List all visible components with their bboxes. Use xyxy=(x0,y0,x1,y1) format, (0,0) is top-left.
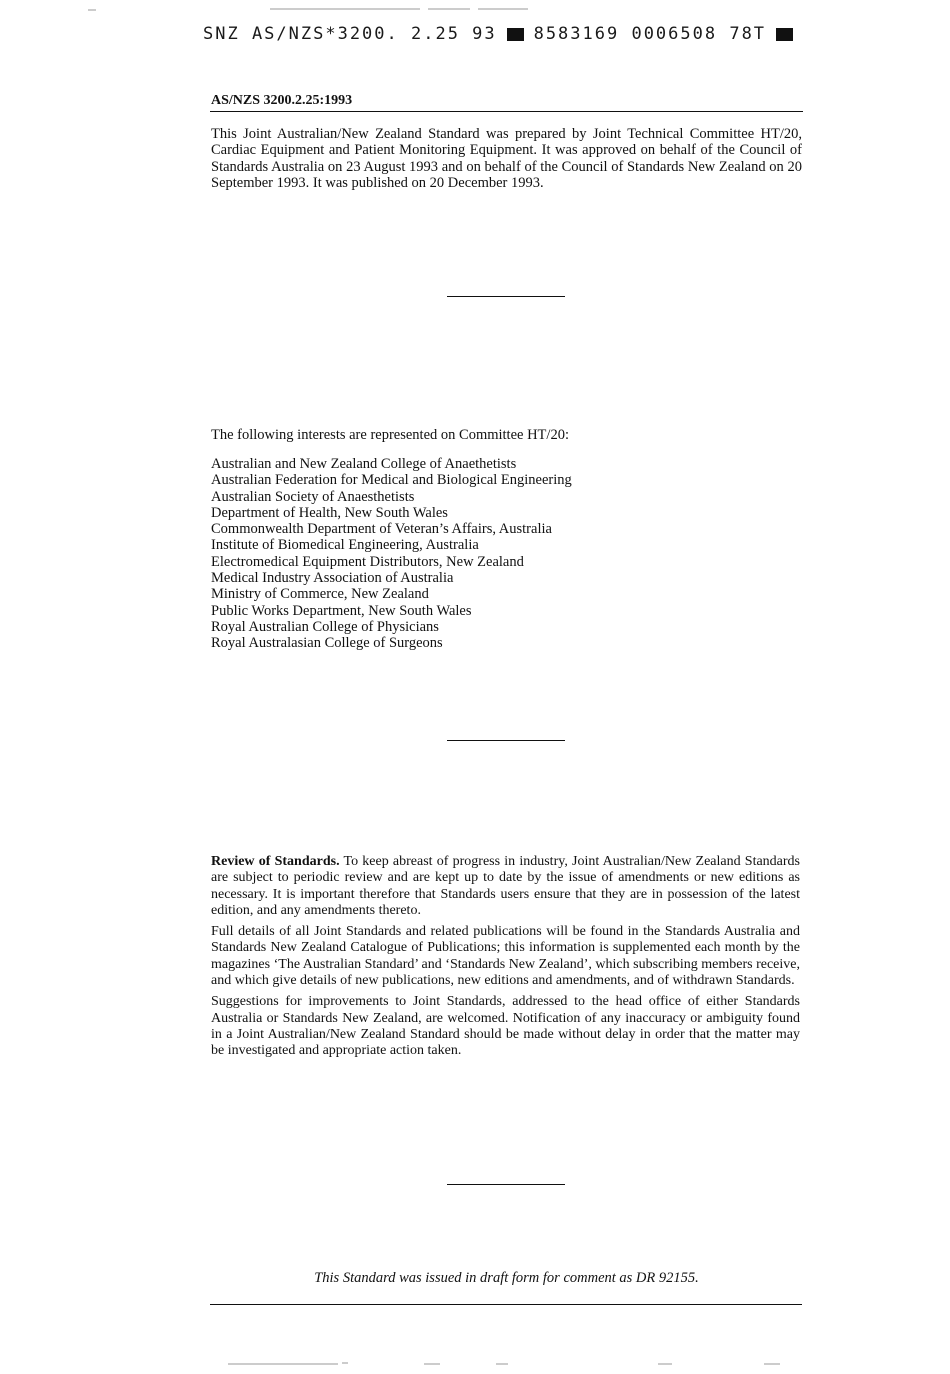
preparation-paragraph: This Joint Australian/New Zealand Standard was prepared by Joint Technical Committee HT/20, Cardiac Equipment and Patient Monitoring Equipment. It was approved on behalf of the Council of Standards Australia on 23 August 1993 and on behalf of the Council of Standards New Zealand on 20 September 1993. It was published on 20 December 1993. xyxy=(211,126,802,191)
header-code-right: 8583169 0006508 78T xyxy=(533,24,767,44)
list-item: Commonwealth Department of Veteran’s Affairs, Australia xyxy=(211,521,552,538)
black-block-mark xyxy=(507,28,524,41)
section-divider xyxy=(447,1184,565,1185)
list-item: Institute of Biomedical Engineering, Australia xyxy=(211,537,479,554)
header-rule xyxy=(210,111,803,112)
list-item: Australian Federation for Medical and Biological Engineering xyxy=(211,472,572,489)
list-item: Australian Society of Anaesthetists xyxy=(211,488,415,505)
list-item: Department of Health, New South Wales xyxy=(211,504,448,521)
review-text-1: To keep abreast of progress in industry, Joint Australian/New Zealand Standards are subject to periodic review and are kept up to date by the issue of amendments or new editions as necessary. It is important therefore that Standards users ensure that they are in possession of the latest edition, and any amendments thereto. xyxy=(211,854,801,918)
footer-rule xyxy=(210,1304,802,1305)
list-item: Australian and New Zealand College of Anaethetists xyxy=(211,456,517,472)
list-item: Ministry of Commerce, New Zealand xyxy=(211,586,429,603)
review-heading: Review of Standards. xyxy=(211,854,340,869)
header-code-left: SNZ AS/NZS*3200. 2.25 93 xyxy=(203,24,497,44)
review-of-standards-section xyxy=(211,854,800,1065)
interests-intro: The following interests are represented on Committee HT/20: xyxy=(211,427,569,443)
interests-list xyxy=(211,456,572,652)
list-item: Royal Australian College of Physicians xyxy=(211,618,439,635)
document-id: AS/NZS 3200.2.25:1993 xyxy=(211,93,353,108)
black-block-mark xyxy=(776,28,793,41)
list-item: Public Works Department, New South Wales xyxy=(211,602,472,619)
review-paragraph-2: Full details of all Joint Standards and related publications will be found in the Standards Australia and Standards New Zealand Catalogue of Publications; this information is supplemented each month by the magazines ‘The Australian Standard’ and ‘Standards New Zealand’, which subscribing members receive, and which give details of new publications, new editions and amendments, and of withdrawn Standards. xyxy=(211,924,800,989)
list-item: Medical Industry Association of Australia xyxy=(211,570,454,587)
section-divider xyxy=(447,740,565,741)
review-paragraph-1 xyxy=(211,854,800,919)
draft-note: This Standard was issued in draft form for comment as DR 92155. xyxy=(314,1270,699,1286)
list-item: Electromedical Equipment Distributors, New Zealand xyxy=(211,553,524,570)
section-divider xyxy=(447,296,565,297)
scan-header-code xyxy=(203,22,803,46)
list-item: Royal Australasian College of Surgeons xyxy=(211,635,443,652)
review-paragraph-3: Suggestions for improvements to Joint Standards, addressed to the head office of either Standards Australia or Standards New Zealand, are welcomed. Notification of any inaccuracy or ambiguity found in a Joint Australian/New Zealand Standard should be made without delay in order that the matter may be investigated and appropriate action taken. xyxy=(211,994,800,1059)
